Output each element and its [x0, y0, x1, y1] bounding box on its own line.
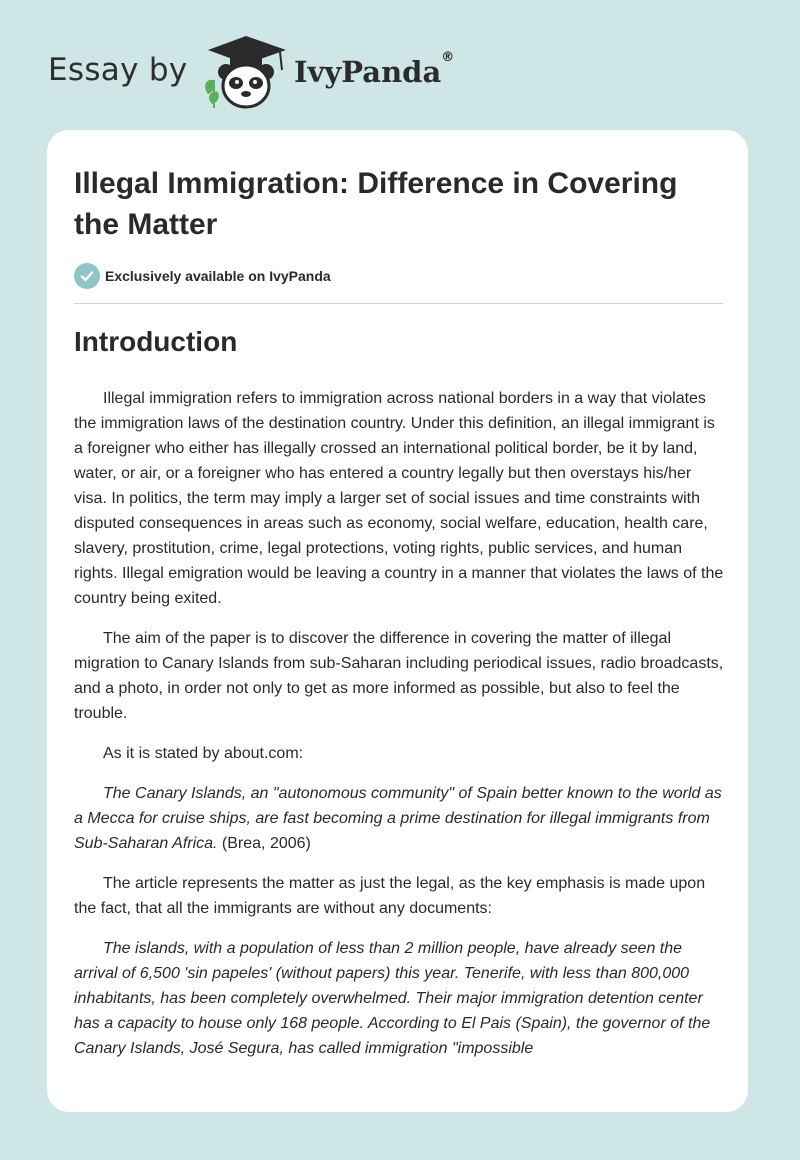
paragraph: The article represents the matter as just the legal, as the key emphasis is made upon the fact, that all the immigrants are without any documents:	[74, 875, 706, 917]
section-heading: Introduction	[74, 326, 238, 357]
block-quote	[74, 781, 724, 856]
essay-by-label: Essay by	[48, 52, 188, 88]
brand-name[interactable]	[294, 50, 455, 89]
essay-body	[74, 386, 724, 1076]
exclusive-badge-text: Exclusively available on IvyPanda	[105, 268, 331, 284]
quote-text: The Canary Islands, an "autonomous community" of Spain better known to the world as a Mecca for cruise ships, are fast becoming a prime destination for illegal immigrants from Sub-Saharan Africa.	[74, 785, 722, 852]
paragraph: Illegal immigration refers to immigration across national borders in a way that violates the immigration laws of the destination country. Under this definition, an illegal immigrant is a foreigner who either has illegally crossed an international political border, be it by land, water, or air, or a foreigner who has entered a country legally but then overstays his/her visa. In politics, the term may imply a larger set of social issues and time constraints with disputed consequences in areas such as economy, social welfare, education, health care, slavery, prostitution, crime, legal protections, voting rights, public services, and human rights. Illegal emigration would be leaving a country in a manner that violates the laws of the country being exited.	[74, 390, 724, 607]
checkmark-icon	[74, 263, 100, 289]
site-header	[0, 0, 800, 130]
brand-text: IvyPanda	[294, 55, 442, 89]
registered-mark: ®	[441, 50, 455, 66]
quote-citation: (Brea, 2006)	[217, 835, 311, 852]
essay-card	[47, 130, 748, 1112]
block-quote: The islands, with a population of less than 2 million people, have already seen the arrival of 6,500 'sin papeles' (without papers) this year. Tenerife, with less than 800,000 inhabitants, has been completely overwhelmed. Their major immigration detention center has a capacity to house only 168 people. According to El Pais (Spain), the governor of the Canary Islands, José Segura, has called immigration "impossible	[74, 940, 711, 1057]
essay-title: Illegal Immigration: Difference in Covering the Matter	[74, 167, 678, 241]
paragraph: The aim of the paper is to discover the difference in covering the matter of illegal migration to Canary Islands from sub-Saharan including periodical issues, radio broadcasts, and a photo, in order not only to get as more informed as possible, but also to feel the trouble.	[74, 630, 724, 722]
exclusive-badge	[74, 263, 331, 289]
divider	[74, 303, 723, 304]
panda-graduate-icon[interactable]	[200, 34, 292, 110]
paragraph: As it is stated by about.com:	[103, 745, 304, 762]
